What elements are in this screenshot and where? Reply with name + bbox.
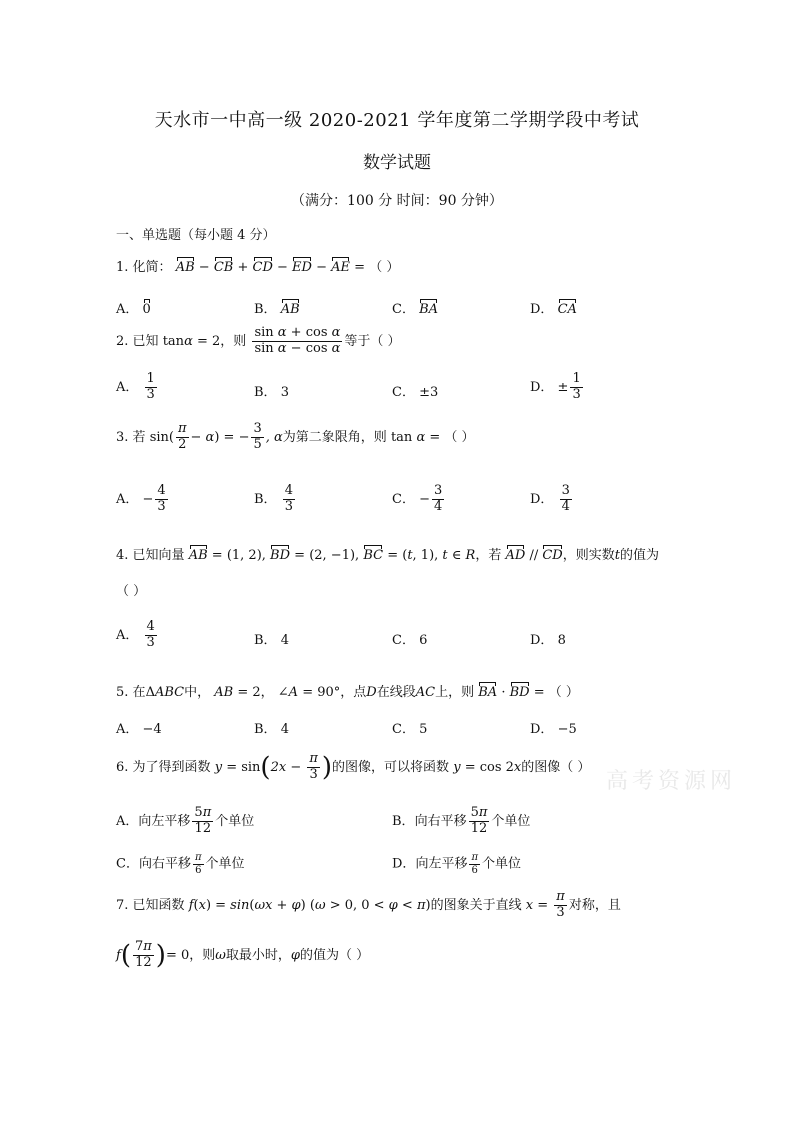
q4-paren: （ ） [116, 584, 147, 599]
section-heading: 一、单选题（每小题 4 分） [116, 228, 276, 243]
question-4: 4. 已知向量 AB = (1, 2), BD = (2, −1), BC = (t, 1), t ∈ R，若 AD // CD，则实数t的值为 [116, 548, 659, 563]
question-6: 6. 为了得到函数 y = sin(2x − $\frac{\pi}{3}$ )的图像，可以将函数 y = cos 2x的图像（ ） [116, 751, 591, 783]
q2-option-c: C． ±3 [392, 385, 439, 400]
exam-subtitle: 数学试题 [363, 153, 431, 173]
q2-option-b: B． 3 [254, 385, 289, 400]
q5-option-b: B． 4 [254, 722, 289, 737]
question-7: 7. 已知函数 f(x) = sin(ωx + φ) (ω > 0, 0 < φ < π)的图象关于直线 x = $\frac{\pi}{3}$ 对称，且 [116, 889, 621, 920]
question-2: 2. 已知 tanα = 2，则 $\frac{\text{sin α + cos α}}{\text{sin α − cos α}}$ 等于（ ） [116, 325, 401, 356]
q4-option-d: D． 8 [530, 633, 566, 648]
q2-option-d: D． ± $\frac{1}{3}$ [530, 371, 581, 402]
q4-option-a: A． $\frac{4}{3}$ [116, 619, 155, 650]
q4-option-b: B． 4 [254, 633, 289, 648]
q2-option-a: A． $\frac{1}{3}$ [116, 371, 155, 402]
q1-option-c: C． BA [392, 302, 439, 317]
exam-title: 天水市一中高一级 2020-2021 学年度第二学期学段中考试 [154, 110, 640, 131]
question-5: 5. 在ΔABC中， AB = 2， ∠A = 90°，点D在线段AC上，则 BA · BD = （ ） [116, 685, 579, 700]
q3-option-d: D． $\frac{3}{4}$ [530, 483, 570, 514]
question-7-line2: f( $\frac{7\pi}{12}$ )= 0，则ω取最小时，φ的值为（ ） [116, 939, 370, 971]
exam-meta: （满分：100 分 时间：90 分钟） [291, 193, 503, 209]
question-1: 1. 化简： AB − CB + CD − ED − AE = （ ） [116, 260, 400, 275]
q6-option-a: A．向左平移 $\frac{5\pi}{12}$ 个单位 [116, 805, 255, 836]
watermark: 高考资源网 [606, 769, 737, 794]
q3-option-c: C． − $\frac{3}{4}$ [392, 483, 443, 514]
q5-option-d: D． −5 [530, 722, 577, 737]
q3-option-b: B． $\frac{4}{3}$ [254, 483, 293, 514]
q3-option-a: A． − $\frac{4}{3}$ [116, 483, 166, 514]
q6-option-c: C．向右平移 $\frac{\pi}{6}$ 个单位 [116, 852, 245, 876]
q5-option-c: C． 5 [392, 722, 428, 737]
q5-option-a: A． −4 [116, 722, 162, 737]
q1-option-b: B． AB [254, 302, 300, 317]
q4-option-c: C． 6 [392, 633, 428, 648]
q6-option-d: D．向左平移 $\frac{\pi}{6}$ 个单位 [392, 852, 522, 876]
q6-option-b: B．向右平移 $\frac{5\pi}{12}$ 个单位 [392, 805, 531, 836]
q1-option-d: D． CA [530, 302, 577, 317]
q1-option-a: A． 0 [116, 302, 151, 317]
question-3: 3. 若 sin( $\frac{\pi}{2}$ − α) = − $\frac{3}{5}$ , α为第二象限角，则 tan α = （ ） [116, 421, 475, 452]
